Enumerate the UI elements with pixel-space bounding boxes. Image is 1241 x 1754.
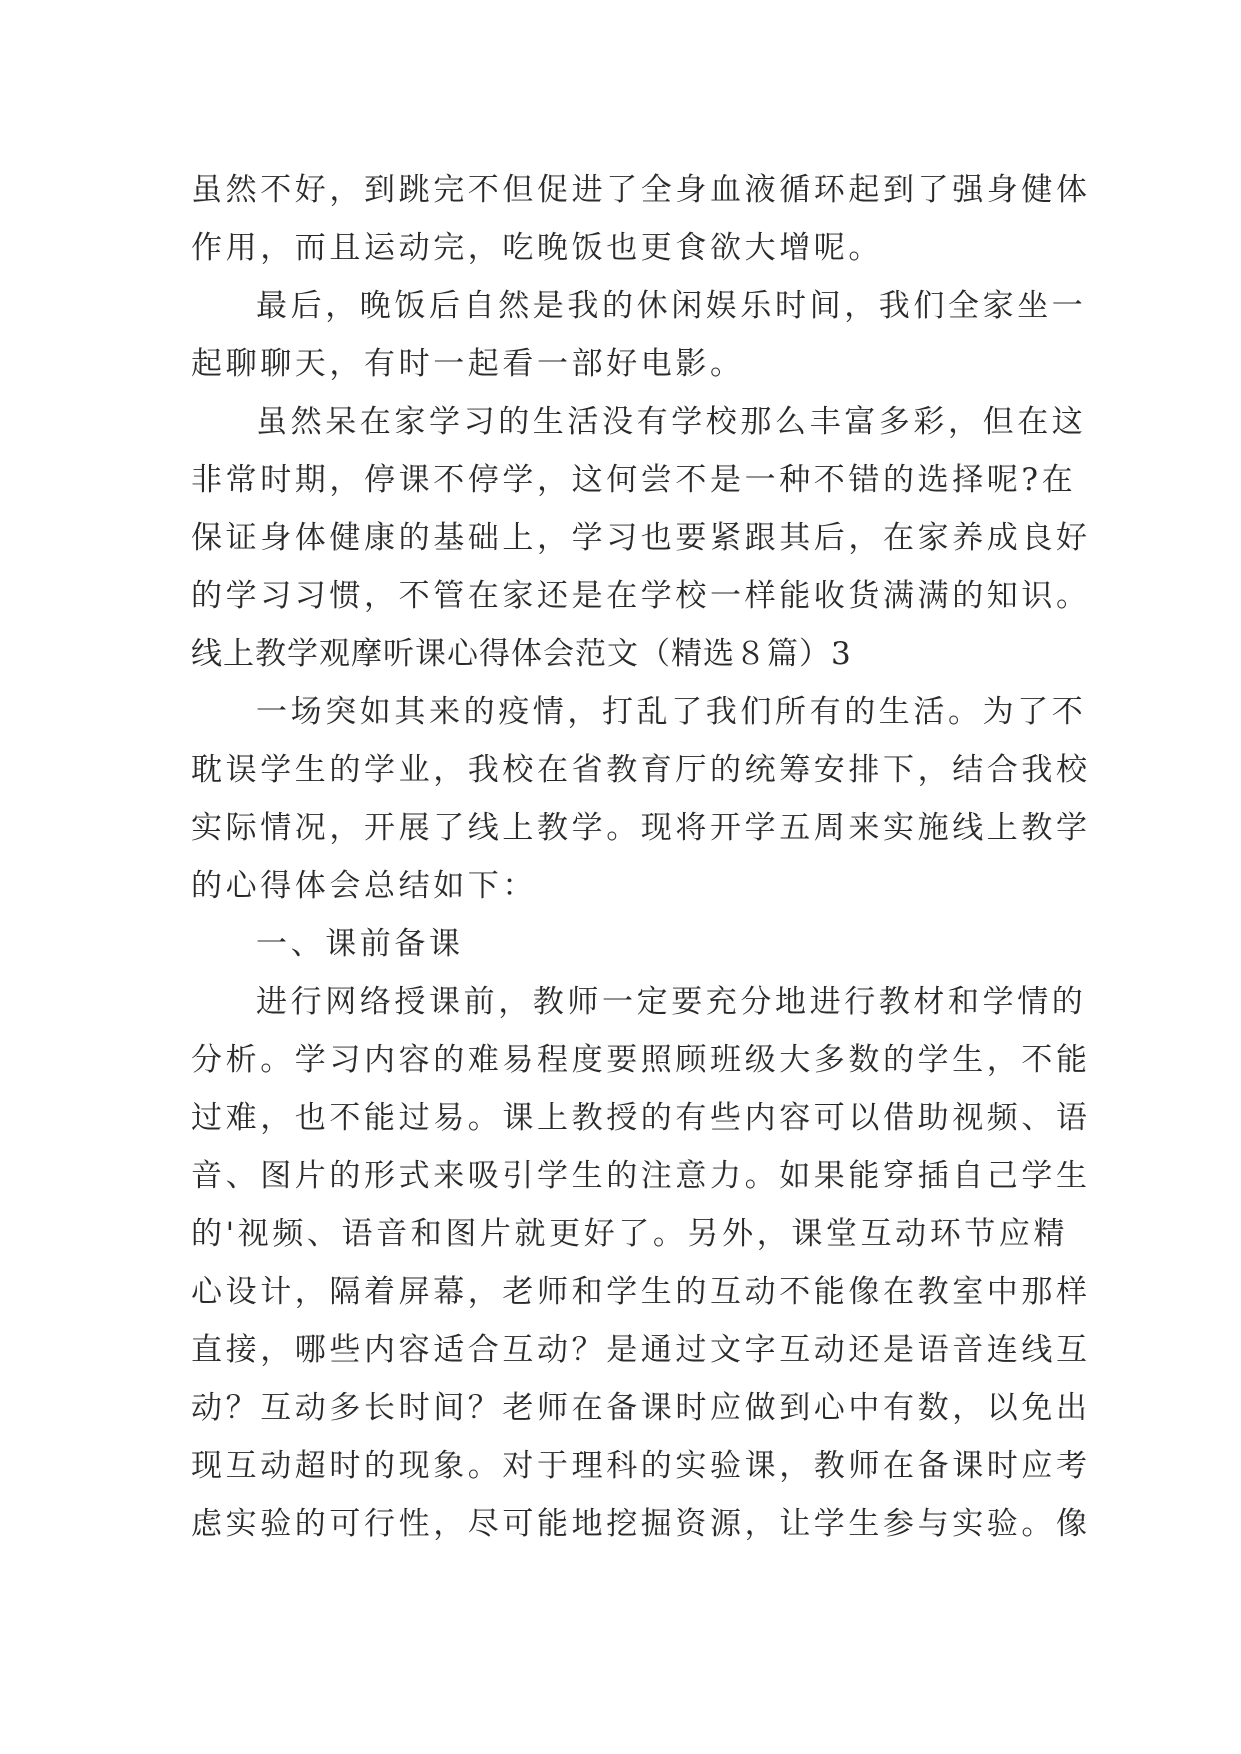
text-line-7: 保证身体健康的基础上，学习也要紧跟其后，在家养成良好 [191,520,1091,556]
text-line-23: 现互动超时的现象。对于理科的实验课，教师在备课时应考 [191,1448,1091,1484]
text-line-19: 的'视频、语音和图片就更好了。另外，课堂互动环节应精 [191,1216,1069,1252]
section-title: 线上教学观摩听课心得体会范文（精选８篇）3 [191,636,852,672]
text-line-1: 虽然不好，到跳完不但促进了全身血液循环起到了强身健体 [191,172,1091,208]
text-line-4: 起聊聊天，有时一起看一部好电影。 [191,346,745,382]
text-line-2: 作用，而且运动完，吃晚饭也更食欲大增呢。 [191,230,883,266]
paragraph-start-line: 最后，晚饭后自然是我的休闲娱乐时间，我们全家坐一 [256,288,1087,324]
text-line-6: 非常时期，停课不停学，这何尝不是一种不错的选择呢?在 [191,462,1077,498]
text-line-22: 动？互动多长时间？老师在备课时应做到心中有数，以免出 [191,1390,1091,1426]
text-line-20: 心设计，隔着屏幕，老师和学生的互动不能像在教室中那样 [191,1274,1091,1310]
text-line-11: 耽误学生的学业，我校在省教育厅的统筹安排下，结合我校 [191,752,1091,788]
text-line-13: 的心得体会总结如下： [191,868,537,904]
text-line-17: 过难，也不能过易。课上教授的有些内容可以借助视频、语 [191,1100,1091,1136]
text-line-12: 实际情况，开展了线上教学。现将开学五周来实施线上教学 [191,810,1091,846]
text-line-24: 虑实验的可行性，尽可能地挖掘资源，让学生参与实验。像 [191,1506,1091,1542]
text-line-21: 直接，哪些内容适合互动？是通过文字互动还是语音连线互 [191,1332,1091,1368]
text-line-16: 分析。学习内容的难易程度要照顾班级大多数的学生，不能 [191,1042,1091,1078]
paragraph-start-line: 一场突如其来的疫情，打乱了我们所有的生活。为了不 [256,694,1087,730]
paragraph-start-line: 虽然呆在家学习的生活没有学校那么丰富多彩，但在这 [256,404,1087,440]
text-line-8: 的学习习惯，不管在家还是在学校一样能收货满满的知识。 [191,578,1091,614]
paragraph-start-line: 进行网络授课前，教师一定要充分地进行教材和学情的 [256,984,1087,1020]
text-line-18: 音、图片的形式来吸引学生的注意力。如果能穿插自己学生 [191,1158,1091,1194]
subheading: 一、课前备课 [256,926,464,962]
